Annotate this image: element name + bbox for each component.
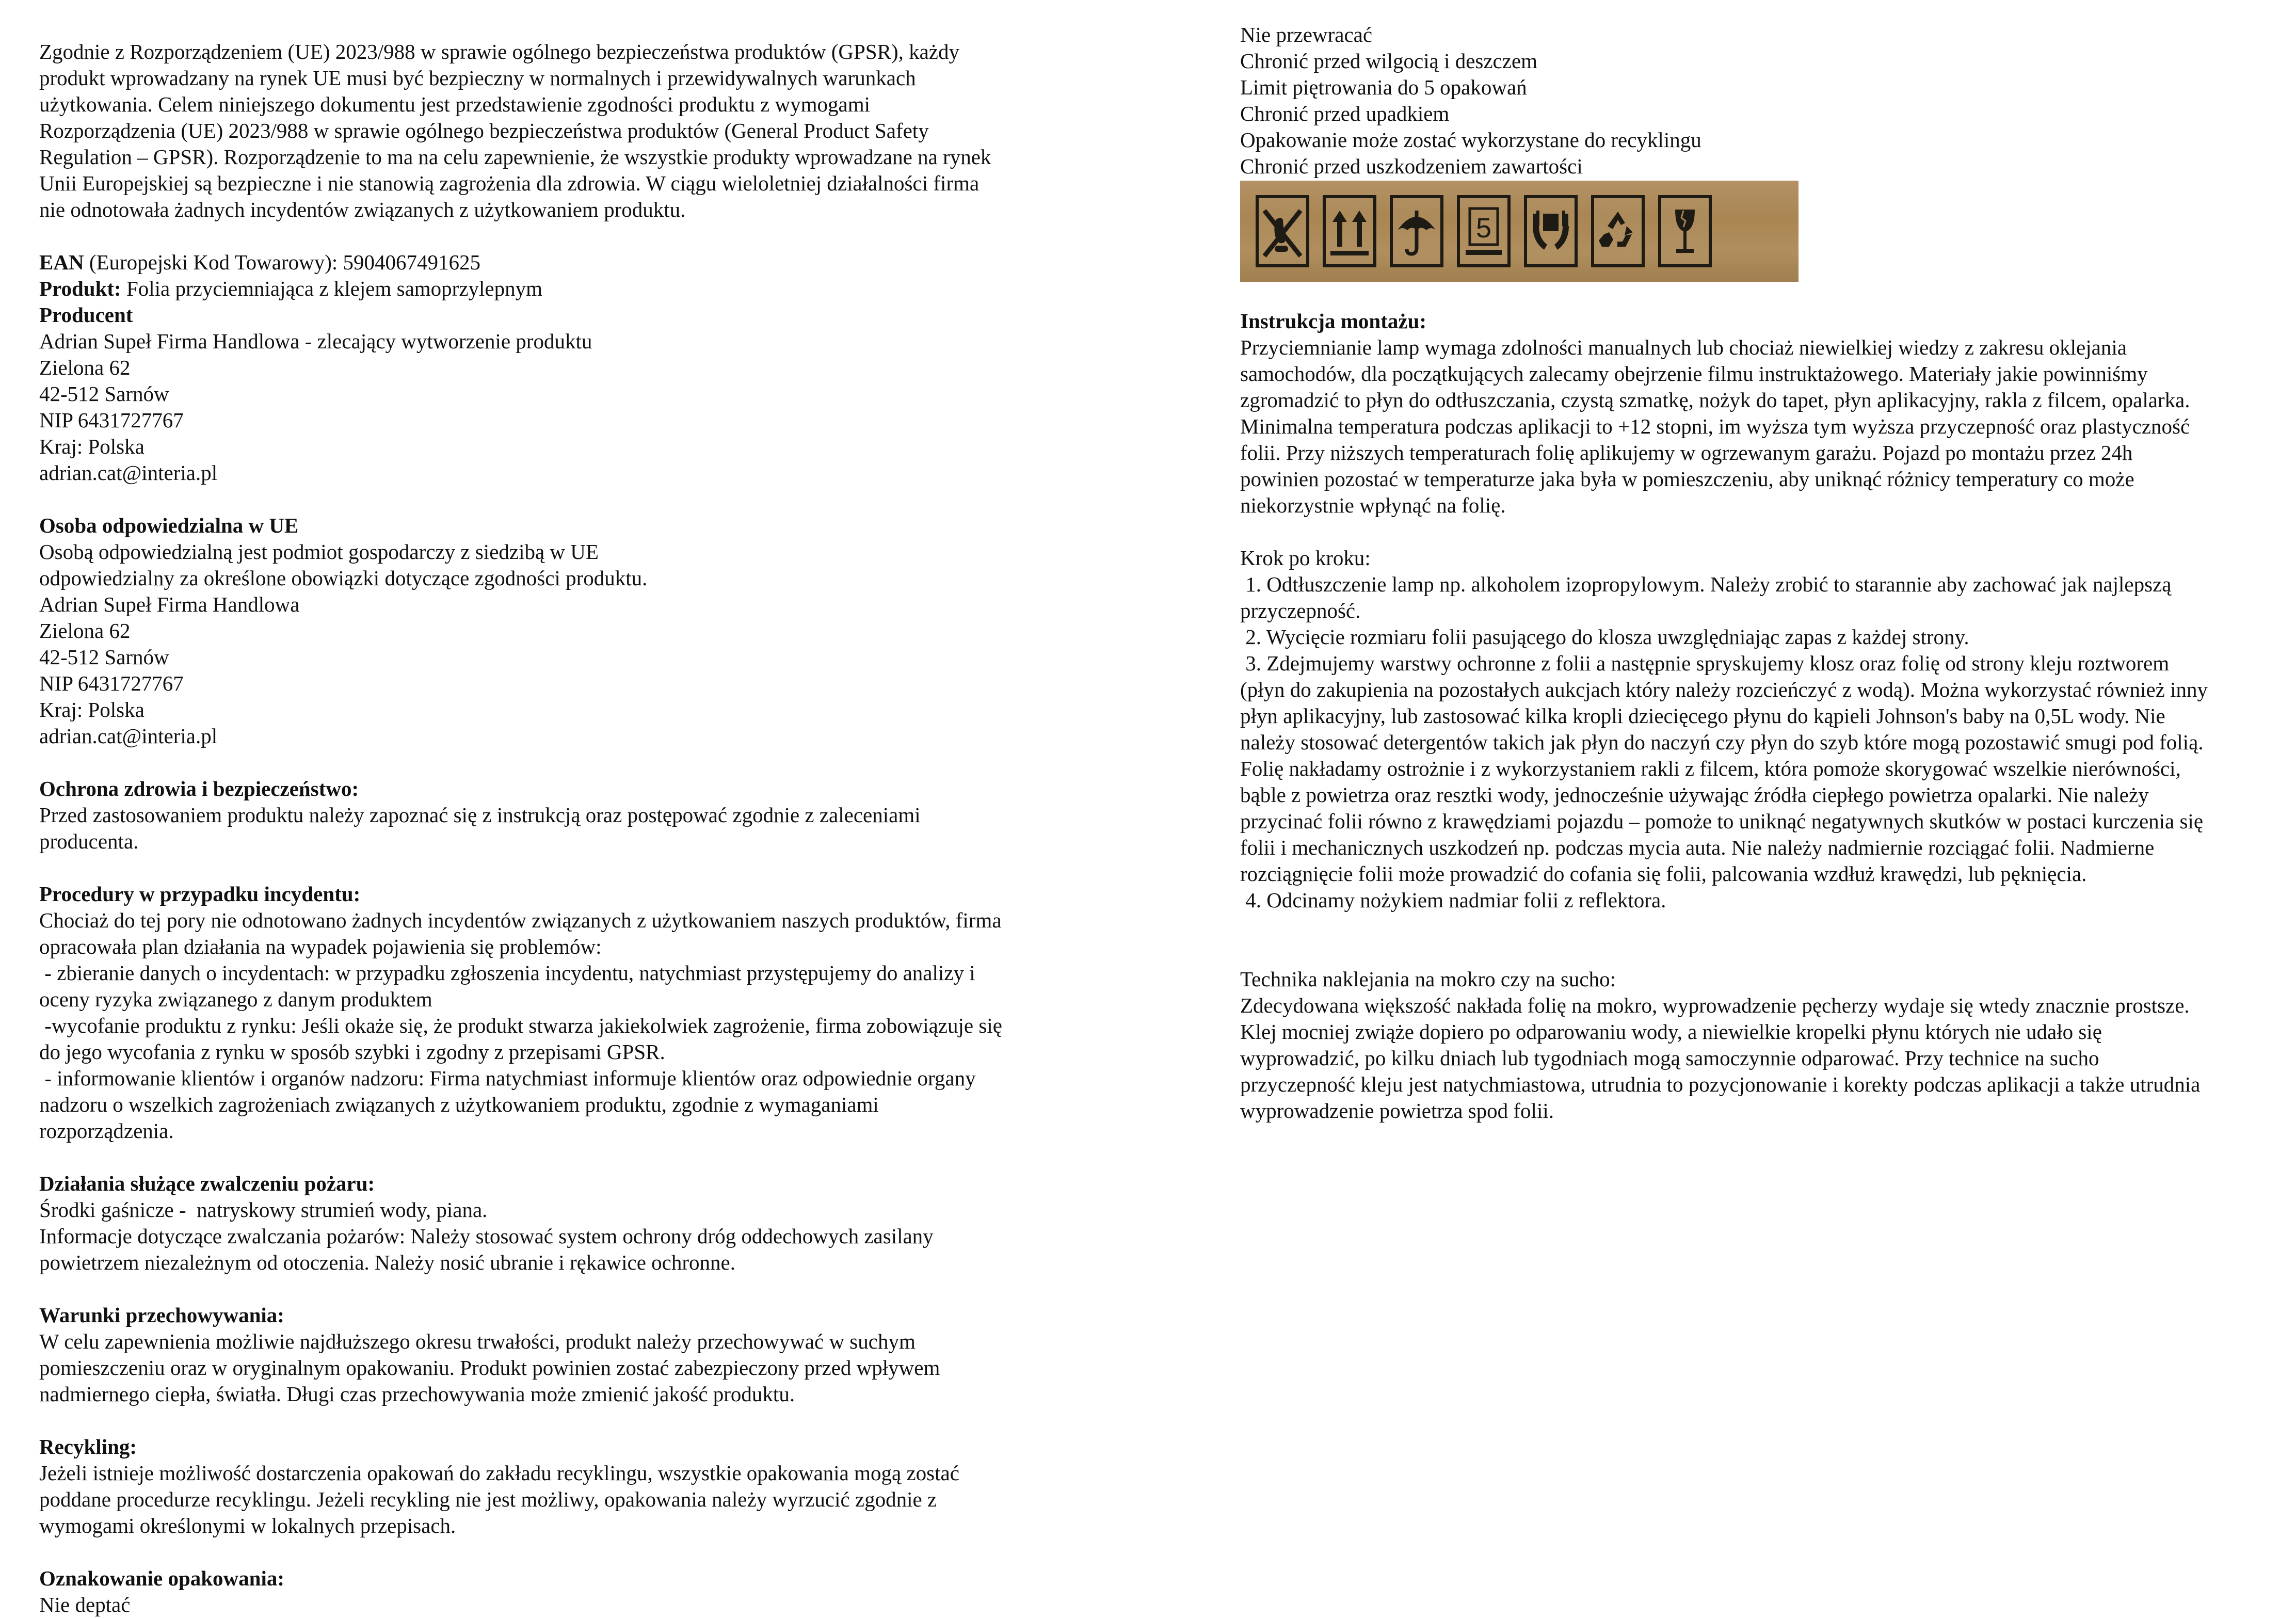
steps-line: przycinać folii równo z krawędziami pojazdu – pomoże to uniknąć negatywnych skutków w postaci kurczenia się <box>1240 809 2204 833</box>
ean-line <box>39 249 1102 276</box>
recycling-line: Jeżeli istnieje możliwość dostarczenia opakowań do zakładu recyklingu, wszystkie opakowania mogą zostać <box>39 1461 959 1485</box>
steps-line: płyn aplikacyjny, lub zastosować kilka kropli dziecięcego płynu do kąpieli Johnson's baby na 0,5L wody. Nie <box>1240 704 2165 728</box>
do-not-step-icon <box>1256 195 1309 267</box>
incident-line: oceny ryzyka związanego z danym produktem <box>39 987 432 1011</box>
installation-heading: Instrukcja montażu: <box>1240 309 1427 333</box>
fire-line: Środki gaśnicze - natryskowy strumień wody, piana. <box>39 1198 488 1222</box>
incident-section <box>39 881 1102 1144</box>
ean-label: EAN <box>39 250 84 274</box>
incident-heading: Procedury w przypadku incydentu: <box>39 882 361 906</box>
stack-limit-number: 5 <box>1475 213 1492 244</box>
producer-line: NIP 6431727767 <box>39 408 184 432</box>
storage-section <box>39 1302 1102 1407</box>
technique-section <box>1240 966 2277 1124</box>
incident-line: nadzoru o wszelkich zagrożeniach związanych z użytkowaniem produktu, zgodnie z wymaganiami <box>39 1093 879 1116</box>
technique-line: przyczepność kleju jest natychmiastowa, utrudnia to pozycjonowanie i korekty podczas aplikacji a także utrudnia <box>1240 1072 2201 1096</box>
fire-line: Informacje dotyczące zwalczania pożarów: Należy stosować system ochrony dróg oddechowych zasilany <box>39 1224 934 1248</box>
steps-line: 2. Wycięcie rozmiaru folii pasującego do klosza uwzględniając zapas z każdej strony. <box>1240 625 1969 649</box>
installation-line: Minimalna temperatura podczas aplikacji to +12 stopni, im wyższa tym wyższa przyczepność oraz plastyczność <box>1240 414 2190 438</box>
producer-line: Adrian Supeł Firma Handlowa - zlecający wytworzenie produktu <box>39 329 592 353</box>
left-column <box>39 39 1102 1618</box>
steps-line: folii i mechanicznych uszkodzeń np. podczas mycia auta. Nie należy nadmiernie rozciągać folii. Nadmierne <box>1240 836 2155 859</box>
responsible-line: NIP 6431727767 <box>39 671 184 695</box>
storage-heading: Warunki przechowywania: <box>39 1303 284 1327</box>
incident-line: Chociaż do tej pory nie odnotowano żadnych incydentów związanych z użytkowaniem naszych produktów, firma <box>39 908 1002 932</box>
installation-line: powinien pozostać w temperaturze jaka była w pomieszczeniu, aby uniknąć różnicy temperatury co może <box>1240 467 2134 491</box>
recycling-line: wymogami określonymi w lokalnych przepisach. <box>39 1514 456 1537</box>
marking-line: Chronić przed wilgocią i deszczem <box>1240 49 1538 73</box>
marking-line: Chronić przed uszkodzeniem zawartości <box>1240 154 1583 178</box>
marking-line: Chronić przed upadkiem <box>1240 102 1450 125</box>
marking-line: Nie deptać <box>39 1593 131 1616</box>
producer-line: Kraj: Polska <box>39 435 144 458</box>
installation-line: zgromadzić to płyn do odtłuszczania, czystą szmatkę, nożyk do tapet, płyn aplikacyjny, rakla z filcem, opalarka. <box>1240 388 2190 412</box>
responsible-line: Adrian Supeł Firma Handlowa <box>39 592 300 616</box>
installation-line: samochodów, dla początkujących zalecamy obejrzenie filmu instruktażowego. Materiały jakie powinniśmy <box>1240 362 2148 386</box>
intro-paragraph <box>39 39 1102 223</box>
intro-line: Unii Europejskiej są bezpieczne i nie stanowią zagrożenia dla zdrowia. W ciągu wieloletniej działalności firma <box>39 171 980 195</box>
steps-heading: Krok po kroku: <box>1240 546 1371 570</box>
steps-line: przyczepność. <box>1240 599 1361 622</box>
steps-line: Folię nakładamy ostrożnie i z wykorzystaniem rakli z filcem, która pomoże skorygować wszelkie nierówności, <box>1240 757 2181 780</box>
right-column <box>1240 22 2277 1124</box>
responsible-line: Zielona 62 <box>39 619 131 643</box>
keep-dry-icon <box>1390 195 1443 267</box>
marking-section <box>39 1565 1102 1618</box>
installation-line: niekorzystnie wpłynąć na folię. <box>1240 493 1506 517</box>
product-line <box>39 276 1102 302</box>
fire-section <box>39 1171 1102 1276</box>
installation-line: Przyciemnianie lamp wymaga zdolności manualnych lub chociaż niewielkiej wiedzy z zakresu oklejania <box>1240 335 2127 359</box>
incident-line: opracowała plan działania na wypadek pojawienia się problemów: <box>39 935 602 958</box>
recycling-heading: Recykling: <box>39 1435 137 1459</box>
ean-value: (Europejski Kod Towarowy): 5904067491625 <box>84 250 481 274</box>
fragile-icon <box>1658 195 1712 267</box>
storage-line: pomieszczeniu oraz w oryginalnym opakowaniu. Produkt powinien zostać zabezpieczony przed wpływem <box>39 1356 940 1380</box>
steps-line: 1. Odtłuszczenie lamp np. alkoholem izopropylowym. Należy zrobić to starannie aby zachować jak najlepszą <box>1240 572 2172 596</box>
health-section <box>39 776 1102 855</box>
incident-line: -wycofanie produktu z rynku: Jeśli okaże się, że produkt stwarza jakiekolwiek zagrożenie, firma zobowiązuje się <box>39 1014 1002 1037</box>
incident-line: - zbieranie danych o incydentach: w przypadku zgłoszenia incydentu, natychmiast przystępujemy do analizy i <box>39 961 975 985</box>
responsible-heading: Osoba odpowiedzialna w UE <box>39 514 299 537</box>
storage-line: W celu zapewnienia możliwie najdłuższego okresu trwałości, produkt należy przechowywać w suchym <box>39 1329 916 1353</box>
intro-line: produkt wprowadzany na rynek UE musi być bezpieczny w normalnych i przewidywalnych warunkach <box>39 66 916 90</box>
incident-line: do jego wycofania z rynku w sposób szybki i zgodny z przepisami GPSR. <box>39 1040 665 1064</box>
product-info <box>39 249 1102 486</box>
producer-email: adrian.cat@interia.pl <box>39 461 218 485</box>
marking-line: Limit piętrowania do 5 opakowań <box>1240 75 1527 99</box>
steps-line: bąble z powietrza oraz resztki wody, jednocześnie używając źródła ciepłego powietrza opalarki. Nie należy <box>1240 783 2149 807</box>
responsible-email: adrian.cat@interia.pl <box>39 724 218 748</box>
marking-line: Nie przewracać <box>1240 23 1373 46</box>
intro-line: Regulation – GPSR). Rozporządzenie to ma na celu zapewnienie, że wszystkie produkty wprowadzane na rynek <box>39 145 991 169</box>
fire-heading: Działania służące zwalczeniu pożaru: <box>39 1172 375 1195</box>
responsible-line: Osobą odpowiedzialną jest podmiot gospodarczy z siedzibą w UE <box>39 540 599 564</box>
technique-line: wyprowadzić, po kilku dniach lub tygodniach mogą samoczynnie odparować. Przy technice na sucho <box>1240 1046 2099 1070</box>
recycling-section <box>39 1434 1102 1539</box>
health-line: producenta. <box>39 829 139 853</box>
health-line: Przed zastosowaniem produktu należy zapoznać się z instrukcją oraz postępować zgodnie z zaleceniami <box>39 803 921 827</box>
intro-line: Zgodnie z Rozporządzeniem (UE) 2023/988 w sprawie ogólnego bezpieczeństwa produktów (GPSR), każdy <box>39 40 959 63</box>
responsible-line: Kraj: Polska <box>39 698 144 722</box>
technique-heading: Technika naklejania na mokro czy na sucho: <box>1240 967 1616 991</box>
responsible-line: 42-512 Sarnów <box>39 645 169 669</box>
steps-line: 4. Odcinamy nożykiem nadmiar folii z reflektora. <box>1240 888 1666 912</box>
marking-heading: Oznakowanie opakowania: <box>39 1566 285 1590</box>
handle-with-care-icon <box>1524 195 1578 267</box>
producer-heading: Producent <box>39 303 133 327</box>
recycle-icon <box>1591 195 1645 267</box>
installation-section <box>1240 308 2277 519</box>
steps-line: (płyn do zakupienia na pozostałych aukcjach który należy rozcieńczyć z wodą). Można wykorzystać również inny <box>1240 678 2208 701</box>
recycling-line: poddane procedurze recyklingu. Jeżeli recykling nie jest możliwy, opakowania należy wyrzucić zgodnie z <box>39 1487 937 1511</box>
stack-limit-icon <box>1457 195 1511 267</box>
responsible-person-section <box>39 512 1102 749</box>
marking-list-continued <box>1240 22 2277 180</box>
steps-section <box>1240 545 2277 914</box>
technique-line: Zdecydowana większość nakłada folię na mokro, wyprowadzenie pęcherzy wydaje się wtedy znacznie prostsze. <box>1240 994 2190 1017</box>
installation-line: folii. Przy niższych temperaturach folię aplikujemy w ogrzewanym garażu. Pojazd po montażu przez 24h <box>1240 441 2133 464</box>
marking-line: Opakowanie może zostać wykorzystane do recyklingu <box>1240 128 1701 152</box>
storage-line: nadmiernego ciepła, światła. Długi czas przechowywania może zmienić jakość produktu. <box>39 1382 795 1406</box>
fire-line: powietrzem niezależnym od otoczenia. Należy nosić ubranie i rękawice ochronne. <box>39 1251 735 1274</box>
health-heading: Ochrona zdrowia i bezpieczeństwo: <box>39 777 359 800</box>
intro-line: nie odnotowała żadnych incydentów związanych z użytkowaniem produktu. <box>39 198 686 221</box>
steps-line: 3. Zdejmujemy warstwy ochronne z folii a następnie spryskujemy klosz oraz folię od strony kleju roztworem <box>1240 651 2170 675</box>
responsible-line: odpowiedzialny za określone obowiązki dotyczące zgodności produktu. <box>39 566 648 590</box>
steps-line: należy stosować detergentów takich jak płyn do naczyń czy płyn do szyb które mogą pozostawić smugi pod folią. <box>1240 730 2204 754</box>
producer-line: Zielona 62 <box>39 356 131 379</box>
incident-line: - informowanie klientów i organów nadzoru: Firma natychmiast informuje klientów oraz odpowiednie organy <box>39 1066 976 1090</box>
packaging-symbols-image <box>1240 181 1799 282</box>
producer-line: 42-512 Sarnów <box>39 382 169 406</box>
technique-line: Klej mocniej zwiąże dopiero po odparowaniu wody, a niewielkie kropelki płynu których nie udało się <box>1240 1020 2102 1044</box>
steps-line: rozciągnięcie folii może prowadzić do cofania się folii, palcowania wzdłuż krawędzi, lub pęknięcia. <box>1240 862 2087 886</box>
incident-line: rozporządzenia. <box>39 1119 174 1143</box>
this-way-up-icon <box>1323 195 1376 267</box>
technique-line: wyprowadzenie powietrza spod folii. <box>1240 1099 1554 1123</box>
product-value: Folia przyciemniająca z klejem samoprzylepnym <box>121 277 542 300</box>
product-label: Produkt: <box>39 277 121 300</box>
intro-line: Rozporządzenia (UE) 2023/988 w sprawie ogólnego bezpieczeństwa produktów (General Product Safety <box>39 119 929 142</box>
intro-line: użytkowania. Celem niniejszego dokumentu jest przedstawienie zgodności produktu z wymogami <box>39 92 870 116</box>
